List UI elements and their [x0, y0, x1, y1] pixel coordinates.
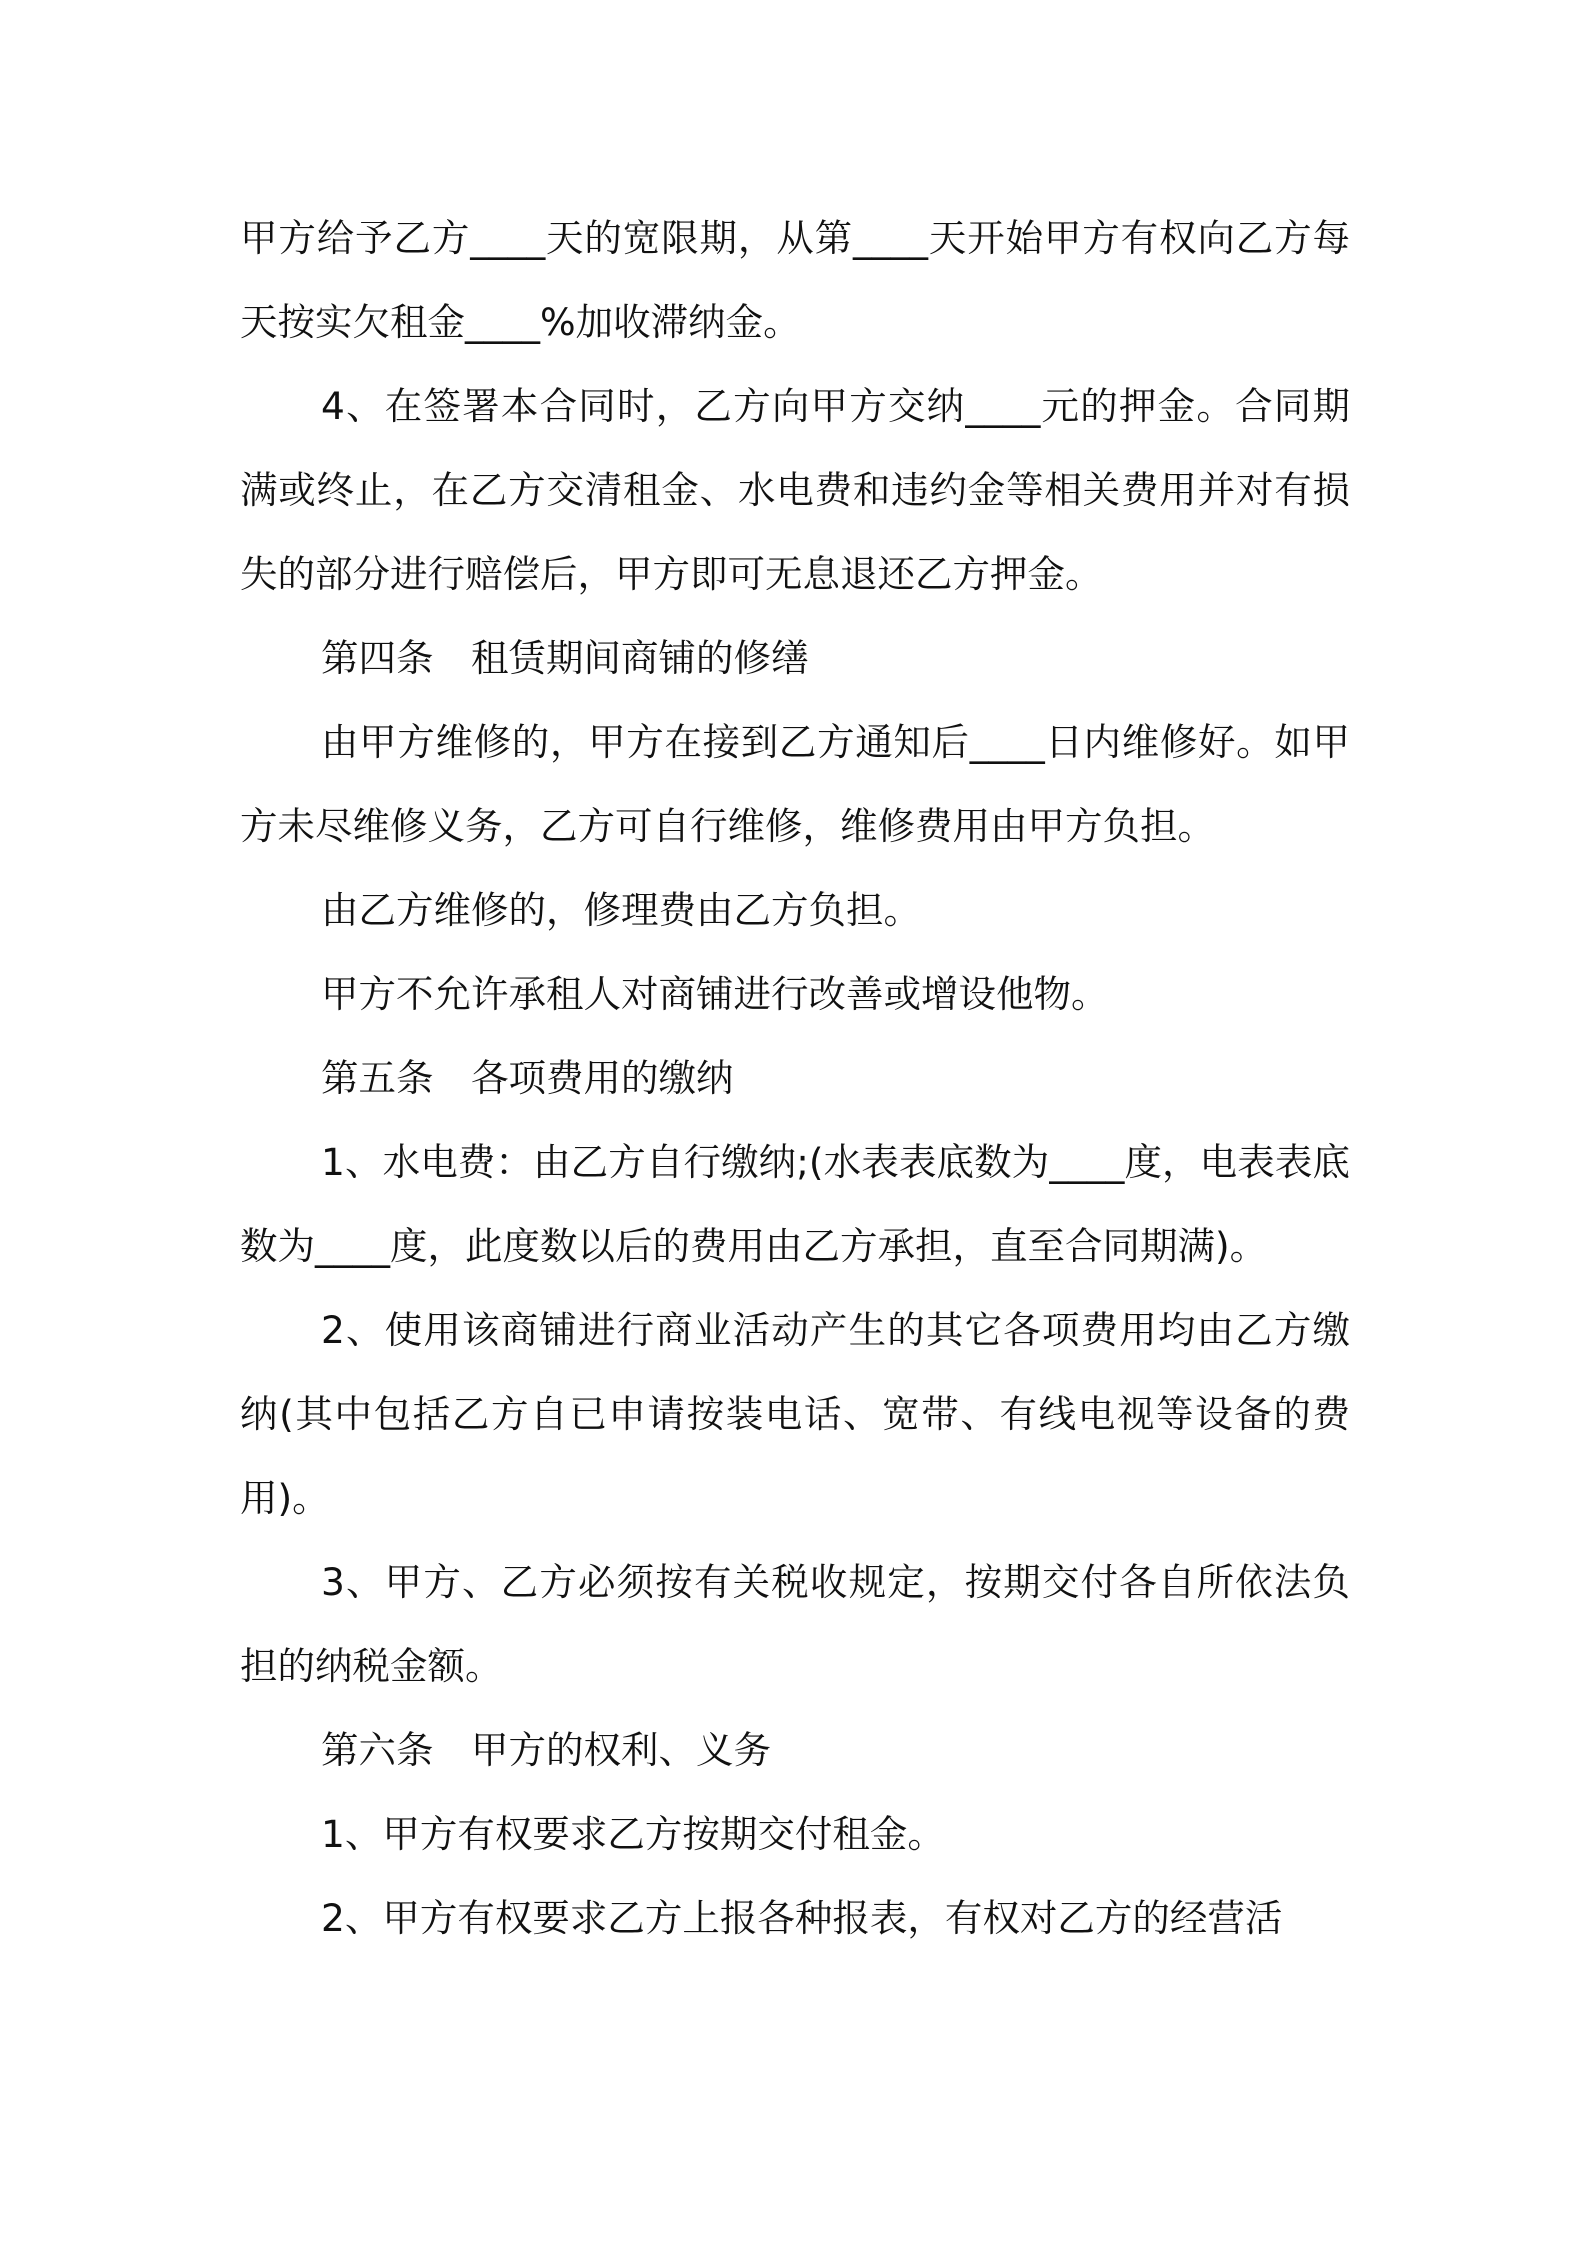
paragraph-reporting-right: 2、甲方有权要求乙方上报各种报表，有权对乙方的经营活 [321, 1896, 1283, 1940]
paragraph-utilities: 1、水电费：由乙方自行缴纳;(水表表底数为____度，电表表底数为____度，此度数以后的费用由乙方承担，直至合同期满)。 [240, 1140, 1350, 1268]
paragraph-other-fees: 2、使用该商铺进行商业活动产生的其它各项费用均由乙方缴纳(其中包括乙方自已申请按装电话、宽带、有线电视等设备的费用)。 [240, 1308, 1350, 1520]
document-body [240, 196, 1350, 1960]
paragraph-rent-payment-right: 1、甲方有权要求乙方按期交付租金。 [321, 1812, 945, 1856]
paragraph-no-improvements: 甲方不允许承租人对商铺进行改善或增设他物。 [321, 972, 1109, 1016]
article-heading-5: 第五条 各项费用的缴纳 [321, 1056, 734, 1100]
article-heading-4: 第四条 租赁期间商铺的修缮 [321, 636, 809, 680]
paragraph-tenant-repair: 由乙方维修的，修理费由乙方负担。 [321, 888, 921, 932]
paragraph-grace-period: 甲方给予乙方____天的宽限期，从第____天开始甲方有权向乙方每天按实欠租金____%加收滞纳金。 [240, 216, 1350, 344]
paragraph-taxes: 3、甲方、乙方必须按有关税收规定，按期交付各自所依法负担的纳税金额。 [240, 1560, 1350, 1688]
paragraph-landlord-repair: 由甲方维修的，甲方在接到乙方通知后____日内维修好。如甲方未尽维修义务，乙方可自行维修，维修费用由甲方负担。 [240, 720, 1350, 848]
article-heading-6: 第六条 甲方的权利、义务 [321, 1728, 771, 1772]
paragraph-deposit: 4、在签署本合同时，乙方向甲方交纳____元的押金。合同期满或终止，在乙方交清租金、水电费和违约金等相关费用并对有损失的部分进行赔偿后，甲方即可无息退还乙方押金。 [240, 384, 1350, 596]
